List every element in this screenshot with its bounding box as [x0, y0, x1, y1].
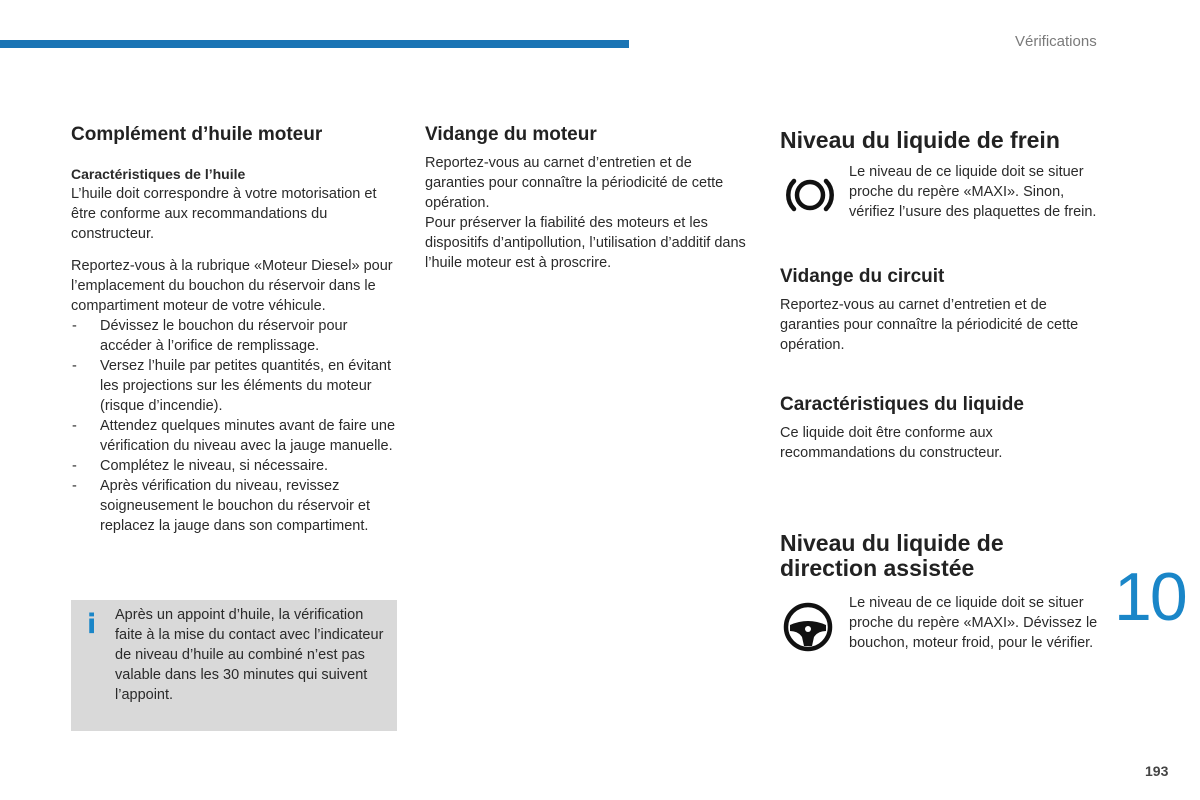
list-item: - Complétez le niveau, si nécessaire. — [71, 456, 401, 476]
column-engine-drain — [425, 124, 755, 273]
section-title: Vérifications — [1015, 33, 1097, 50]
oil-spec-text: L’huile doit correspondre à votre motorisation et être conforme aux recommandations du constructeur. — [71, 186, 377, 242]
engine-drain-heading: Vidange du moteur — [425, 124, 597, 145]
info-icon: i — [87, 609, 97, 640]
power-steering-text: Le niveau de ce liquide doit se situer proche du repère «MAXI». Dévissez le bouchon, moteur froid, pour le vérifier. — [849, 595, 1098, 651]
circuit-drain-heading: Vidange du circuit — [780, 266, 945, 287]
oil-spec-subheading: Caractéristiques de l’huile — [71, 166, 246, 182]
list-item: - Attendez quelques minutes avant de faire une vérification du niveau avec la jauge manuelle. — [71, 416, 401, 456]
power-steering-heading-line1: Niveau du liquide de — [780, 530, 1004, 556]
list-item: - Dévissez le bouchon du réservoir pour accéder à l’orifice de remplissage. — [71, 316, 401, 356]
circuit-drain-text: Reportez-vous au carnet d’entretien et de garanties pour connaître la périodicité de cette opération. — [780, 297, 1079, 353]
oil-steps-list — [71, 316, 401, 536]
info-text: Après un appoint d’huile, la vérification faite à la mise du contact avec l’indicateur de niveau d’huile au combiné n’est pas valable dans les 30 minutes qui suivent l’appoint. — [115, 607, 384, 703]
steering-wheel-icon — [782, 601, 834, 653]
brake-warning-icon — [784, 169, 836, 221]
power-steering-heading-line2: direction assistée — [780, 555, 975, 581]
power-steering-heading — [780, 531, 1004, 581]
brake-fluid-heading: Niveau du liquide de frein — [780, 127, 1060, 153]
engine-drain-text: Reportez-vous au carnet d’entretien et de garanties pour connaître la périodicité de cette opération. — [425, 155, 724, 211]
column-brake-fluid — [780, 124, 1110, 153]
page-number: 193 — [1145, 763, 1169, 779]
fluid-spec-text: Ce liquide doit être conforme aux recommandations du constructeur. — [780, 425, 1003, 461]
oil-location-text: Reportez-vous à la rubrique «Moteur Diesel» pour l’emplacement du bouchon du réservoir dans le compartiment moteur de votre véhicule. — [71, 258, 393, 314]
fluid-spec-heading: Caractéristiques du liquide — [780, 394, 1024, 415]
info-box — [71, 600, 397, 731]
column-oil-top-up — [71, 124, 401, 536]
header-accent-bar — [0, 40, 629, 48]
additive-warning-text: Pour préserver la fiabilité des moteurs et les dispositifs d’antipollution, l’utilisation d’additif dans l’huile moteur est à proscrire. — [425, 215, 746, 271]
oil-top-up-heading: Complément d’huile moteur — [71, 124, 323, 145]
chapter-number: 10 — [1114, 559, 1186, 635]
list-item: - Versez l’huile par petites quantités, en évitant les projections sur les éléments du moteur (risque d’incendie). — [71, 356, 401, 416]
list-item: - Après vérification du niveau, revissez soigneusement le bouchon du réservoir et replacez la jauge dans son compartiment. — [71, 476, 401, 536]
brake-fluid-text: Le niveau de ce liquide doit se situer proche du repère «MAXI». Sinon, vérifiez l’usure des plaquettes de frein. — [849, 164, 1097, 220]
